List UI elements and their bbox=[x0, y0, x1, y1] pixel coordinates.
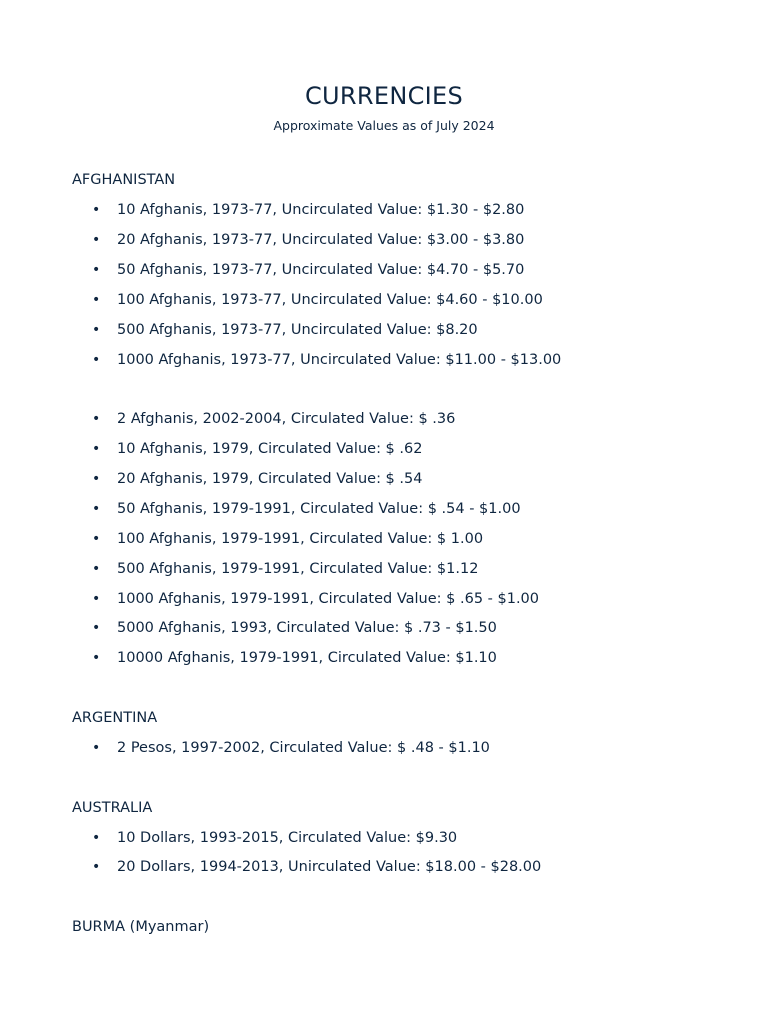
bullet-icon: • bbox=[92, 859, 101, 875]
list-item-text: 20 Dollars, 1994-2013, Unirculated Value: $18.00 - $28.00 bbox=[117, 859, 542, 875]
list-item-text: 2 Pesos, 1997-2002, Circulated Value: $ .48 - $1.10 bbox=[117, 740, 490, 756]
bullet-icon: • bbox=[92, 352, 101, 368]
bullet-icon: • bbox=[92, 292, 101, 308]
bullet-icon: • bbox=[92, 441, 101, 457]
bullet-icon: • bbox=[92, 650, 101, 666]
list-item-text: 50 Afghanis, 1979-1991, Circulated Value: $ .54 - $1.00 bbox=[117, 501, 521, 517]
list-item-text: 2 Afghanis, 2002-2004, Circulated Value: $ .36 bbox=[117, 411, 456, 427]
bullet-icon: • bbox=[92, 202, 101, 218]
bullet-icon: • bbox=[92, 620, 101, 636]
list-item-text: 10 Afghanis, 1979, Circulated Value: $ .62 bbox=[117, 441, 423, 457]
list-item-text: 100 Afghanis, 1973-77, Uncirculated Value: $4.60 - $10.00 bbox=[117, 292, 543, 308]
bullet-icon: • bbox=[92, 471, 101, 487]
list-item-text: 50 Afghanis, 1973-77, Uncirculated Value: $4.70 - $5.70 bbox=[117, 262, 525, 278]
list-item-text: 500 Afghanis, 1973-77, Uncirculated Value: $8.20 bbox=[117, 322, 478, 338]
document-title: CURRENCIES bbox=[304, 82, 464, 110]
bullet-icon: • bbox=[92, 531, 101, 547]
list-item-text: 5000 Afghanis, 1993, Circulated Value: $ .73 - $1.50 bbox=[117, 620, 497, 636]
section-heading-afghanistan: AFGHANISTAN bbox=[72, 172, 176, 188]
list-item-text: 10000 Afghanis, 1979-1991, Circulated Value: $1.10 bbox=[117, 650, 497, 666]
list-item-text: 20 Afghanis, 1979, Circulated Value: $ .54 bbox=[117, 471, 423, 487]
bullet-icon: • bbox=[92, 262, 101, 278]
list-item-text: 1000 Afghanis, 1979-1991, Circulated Value: $ .65 - $1.00 bbox=[117, 591, 540, 607]
list-item-text: 100 Afghanis, 1979-1991, Circulated Value: $ 1.00 bbox=[117, 531, 484, 547]
bullet-icon: • bbox=[92, 561, 101, 577]
bullet-icon: • bbox=[92, 501, 101, 517]
bullet-icon: • bbox=[92, 830, 101, 846]
document-subtitle: Approximate Values as of July 2024 bbox=[273, 118, 495, 133]
section-heading-australia: AUSTRALIA bbox=[72, 800, 153, 816]
list-item-text: 10 Dollars, 1993-2015, Circulated Value: $9.30 bbox=[117, 830, 458, 846]
section-heading-burma: BURMA (Myanmar) bbox=[72, 919, 210, 935]
bullet-icon: • bbox=[92, 411, 101, 427]
list-item-text: 1000 Afghanis, 1973-77, Uncirculated Value: $11.00 - $13.00 bbox=[117, 352, 562, 368]
list-item-text: 20 Afghanis, 1973-77, Uncirculated Value: $3.00 - $3.80 bbox=[117, 232, 525, 248]
bullet-icon: • bbox=[92, 322, 101, 338]
list-item-text: 500 Afghanis, 1979-1991, Circulated Value: $1.12 bbox=[117, 561, 479, 577]
list-item-text: 10 Afghanis, 1973-77, Uncirculated Value: $1.30 - $2.80 bbox=[117, 202, 525, 218]
bullet-icon: • bbox=[92, 740, 101, 756]
bullet-icon: • bbox=[92, 591, 101, 607]
bullet-icon: • bbox=[92, 232, 101, 248]
section-heading-argentina: ARGENTINA bbox=[72, 710, 158, 726]
